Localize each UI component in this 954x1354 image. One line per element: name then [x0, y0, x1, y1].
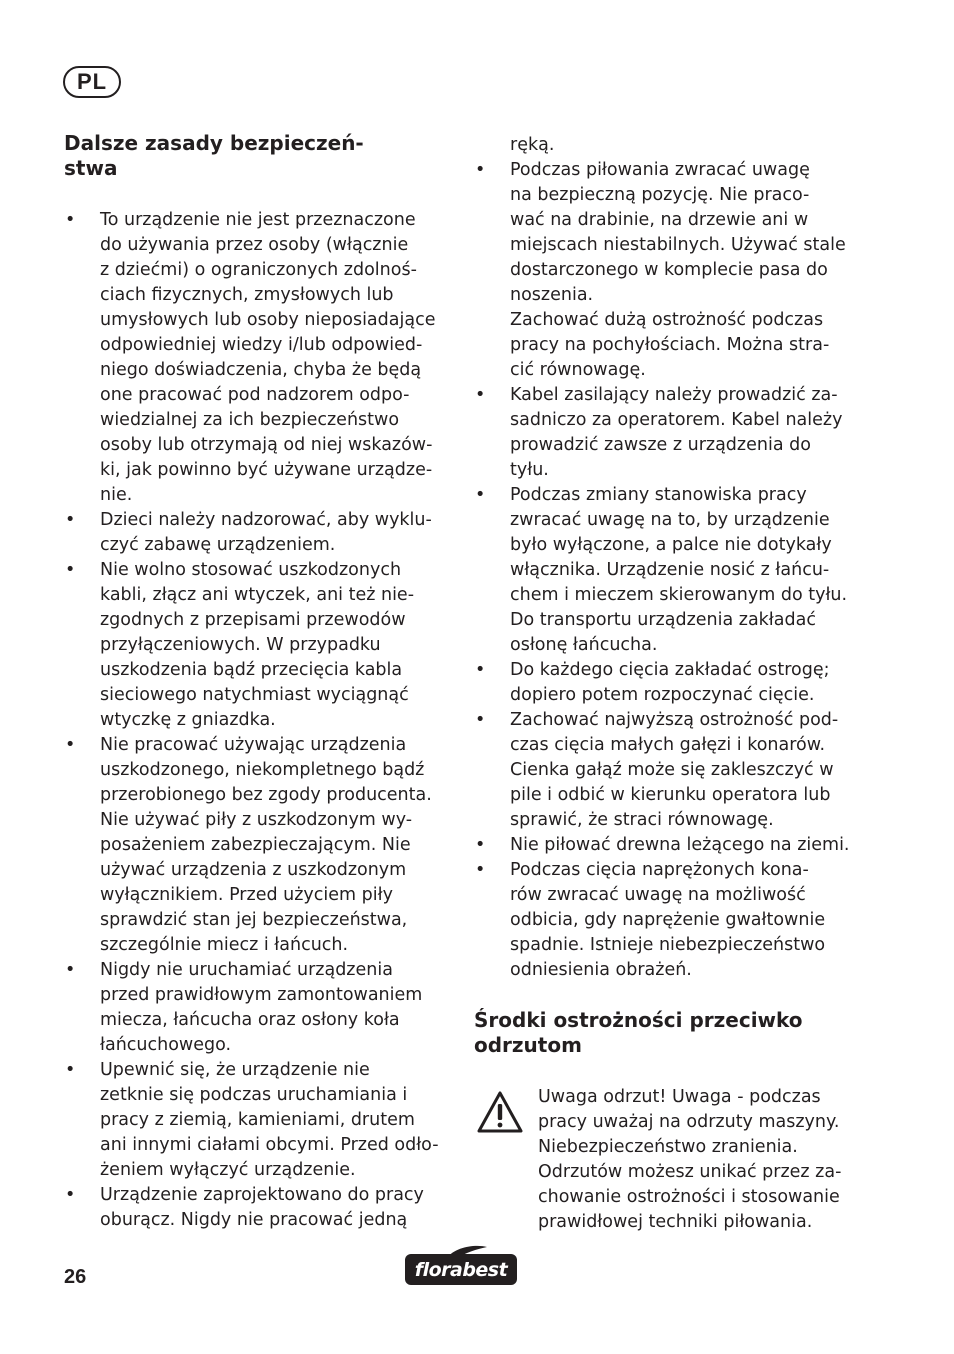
- language-code: PL: [76, 69, 108, 94]
- right-bullet-list: [474, 158, 874, 983]
- kickback-warning-text: Uwaga odrzut! Uwaga - podczas pracy uważaj na odrzuty maszyny. Niebezpieczeństwo zranienia. Odrzutów możesz unikać przez za- chowanie ostrożności i stosowanie prawidłowej techniki piłowania.: [538, 1087, 842, 1232]
- bullet-item: • Podczas cięcia naprężonych kona- rów zwracać uwagę na możliwość odbicia, gdy naprężenie gwałtownie spadnie. Istnieje niebezpieczeństwo odniesienia obrażeń.: [474, 858, 874, 983]
- bullet-item: • Upewnić się, że urządzenie nie zetknie się podczas uruchamiania i pracy z ziemią, kamieniami, drutem ani innymi ciałami obcymi. Przed odło- żeniem wyłączyć urządzenie.: [64, 1058, 454, 1183]
- logo-text: florabest: [414, 1258, 508, 1281]
- bullet-item: • To urządzenie nie jest przeznaczone do używania przez osoby (włącznie z dziećmi) o ograniczonych zdolnoś- ciach fizycznych, zmysłowych lub umysłowych lub osoby nieposiadające odpowiedniej wiedzy i/lub odpowied- niego doświadczenia, chyba że będą one pracować pod nadzorem odpo- wiedzialnej za ich bezpieczeństwo osoby lub otrzymają od niej wskazów- ki, jak powinno być używane urządze- nie.: [64, 208, 454, 508]
- bullet-item: • Nie wolno stosować uszkodzonych kabli, złącz ani wtyczek, ani też nie- zgodnych z przepisami przewodów przyłączeniowych. W przypadku uszkodzenia bądź przecięcia kabla sieciowego natychmiast wyciągnąć wtyczkę z gniazdka.: [64, 558, 454, 733]
- bullet-item: • Do każdego cięcia zakładać ostrogę; dopiero potem rozpoczynać cięcie.: [474, 658, 874, 708]
- bullet-item: • Nie pracować używając urządzenia uszkodzonego, niekompletnego bądź przerobionego bez zgody producenta. Nie używać piły z uszkodzonym wy- posażeniem zabezpieczającym. Nie używać urządzenia z uszkodzonym wyłącznikiem. Przed użyciem piły sprawdzić stan jej bezpieczeństwa, szczególnie miecz i łańcuch.: [64, 733, 454, 958]
- left-heading: Dalsze zasady bezpieczeń- stwa: [64, 131, 364, 180]
- florabest-logo: [405, 1245, 519, 1287]
- left-bullet-list: [64, 208, 454, 1233]
- warning-triangle-icon: [476, 1090, 524, 1134]
- bullet-item: • Urządzenie zaprojektowano do pracy oburącz. Nigdy nie pracować jedną: [64, 1183, 454, 1233]
- language-badge: [63, 66, 121, 98]
- bullet-item: • Kabel zasilający należy prowadzić za- sadniczo za operatorem. Kabel należy prowadzić zawsze z urządzenia do tyłu.: [474, 383, 874, 483]
- bullet-item: • Nie piłować drewna leżącego na ziemi.: [474, 833, 874, 858]
- bullet-item: • Podczas zmiany stanowiska pracy zwracać uwagę na to, by urządzenie było wyłączone, a palce nie dotykały włącznika. Urządzenie nosić z łańcu- chem i mieczem skierowanym do tyłu. Do transportu urządzenia zakładać osłonę łańcucha.: [474, 483, 874, 658]
- page-number: 26: [64, 1266, 87, 1288]
- logo-box: [405, 1254, 517, 1285]
- bullet-item: • Dzieci należy nadzorować, aby wyklu- czyć zabawę urządzeniem.: [64, 508, 454, 558]
- bullet-item: • Nigdy nie uruchamiać urządzenia przed prawidłowym zamontowaniem miecza, łańcucha oraz osłony koła łańcuchowego.: [64, 958, 454, 1058]
- kickback-heading: Środki ostrożności przeciwko odrzutom: [474, 1008, 803, 1057]
- bullet-item: • Zachować najwyższą ostrożność pod- czas cięcia małych gałęzi i konarów. Cienka gałąź może się zakleszczyć w pile i odbić w kierunku operatora lub sprawić, że straci równowagę.: [474, 708, 874, 833]
- right-continuation-text: ręką.: [510, 135, 555, 155]
- bullet-item: • Podczas piłowania zwracać uwagę na bezpieczną pozycję. Nie praco- wać na drabinie, na drzewie ani w miejscach niestabilnych. Używać stale dostarczonego w komplecie pasa do noszenia. Zachować dużą ostrożność podczas pracy na pochyłościach. Można stra- cić równowagę.: [474, 158, 874, 383]
